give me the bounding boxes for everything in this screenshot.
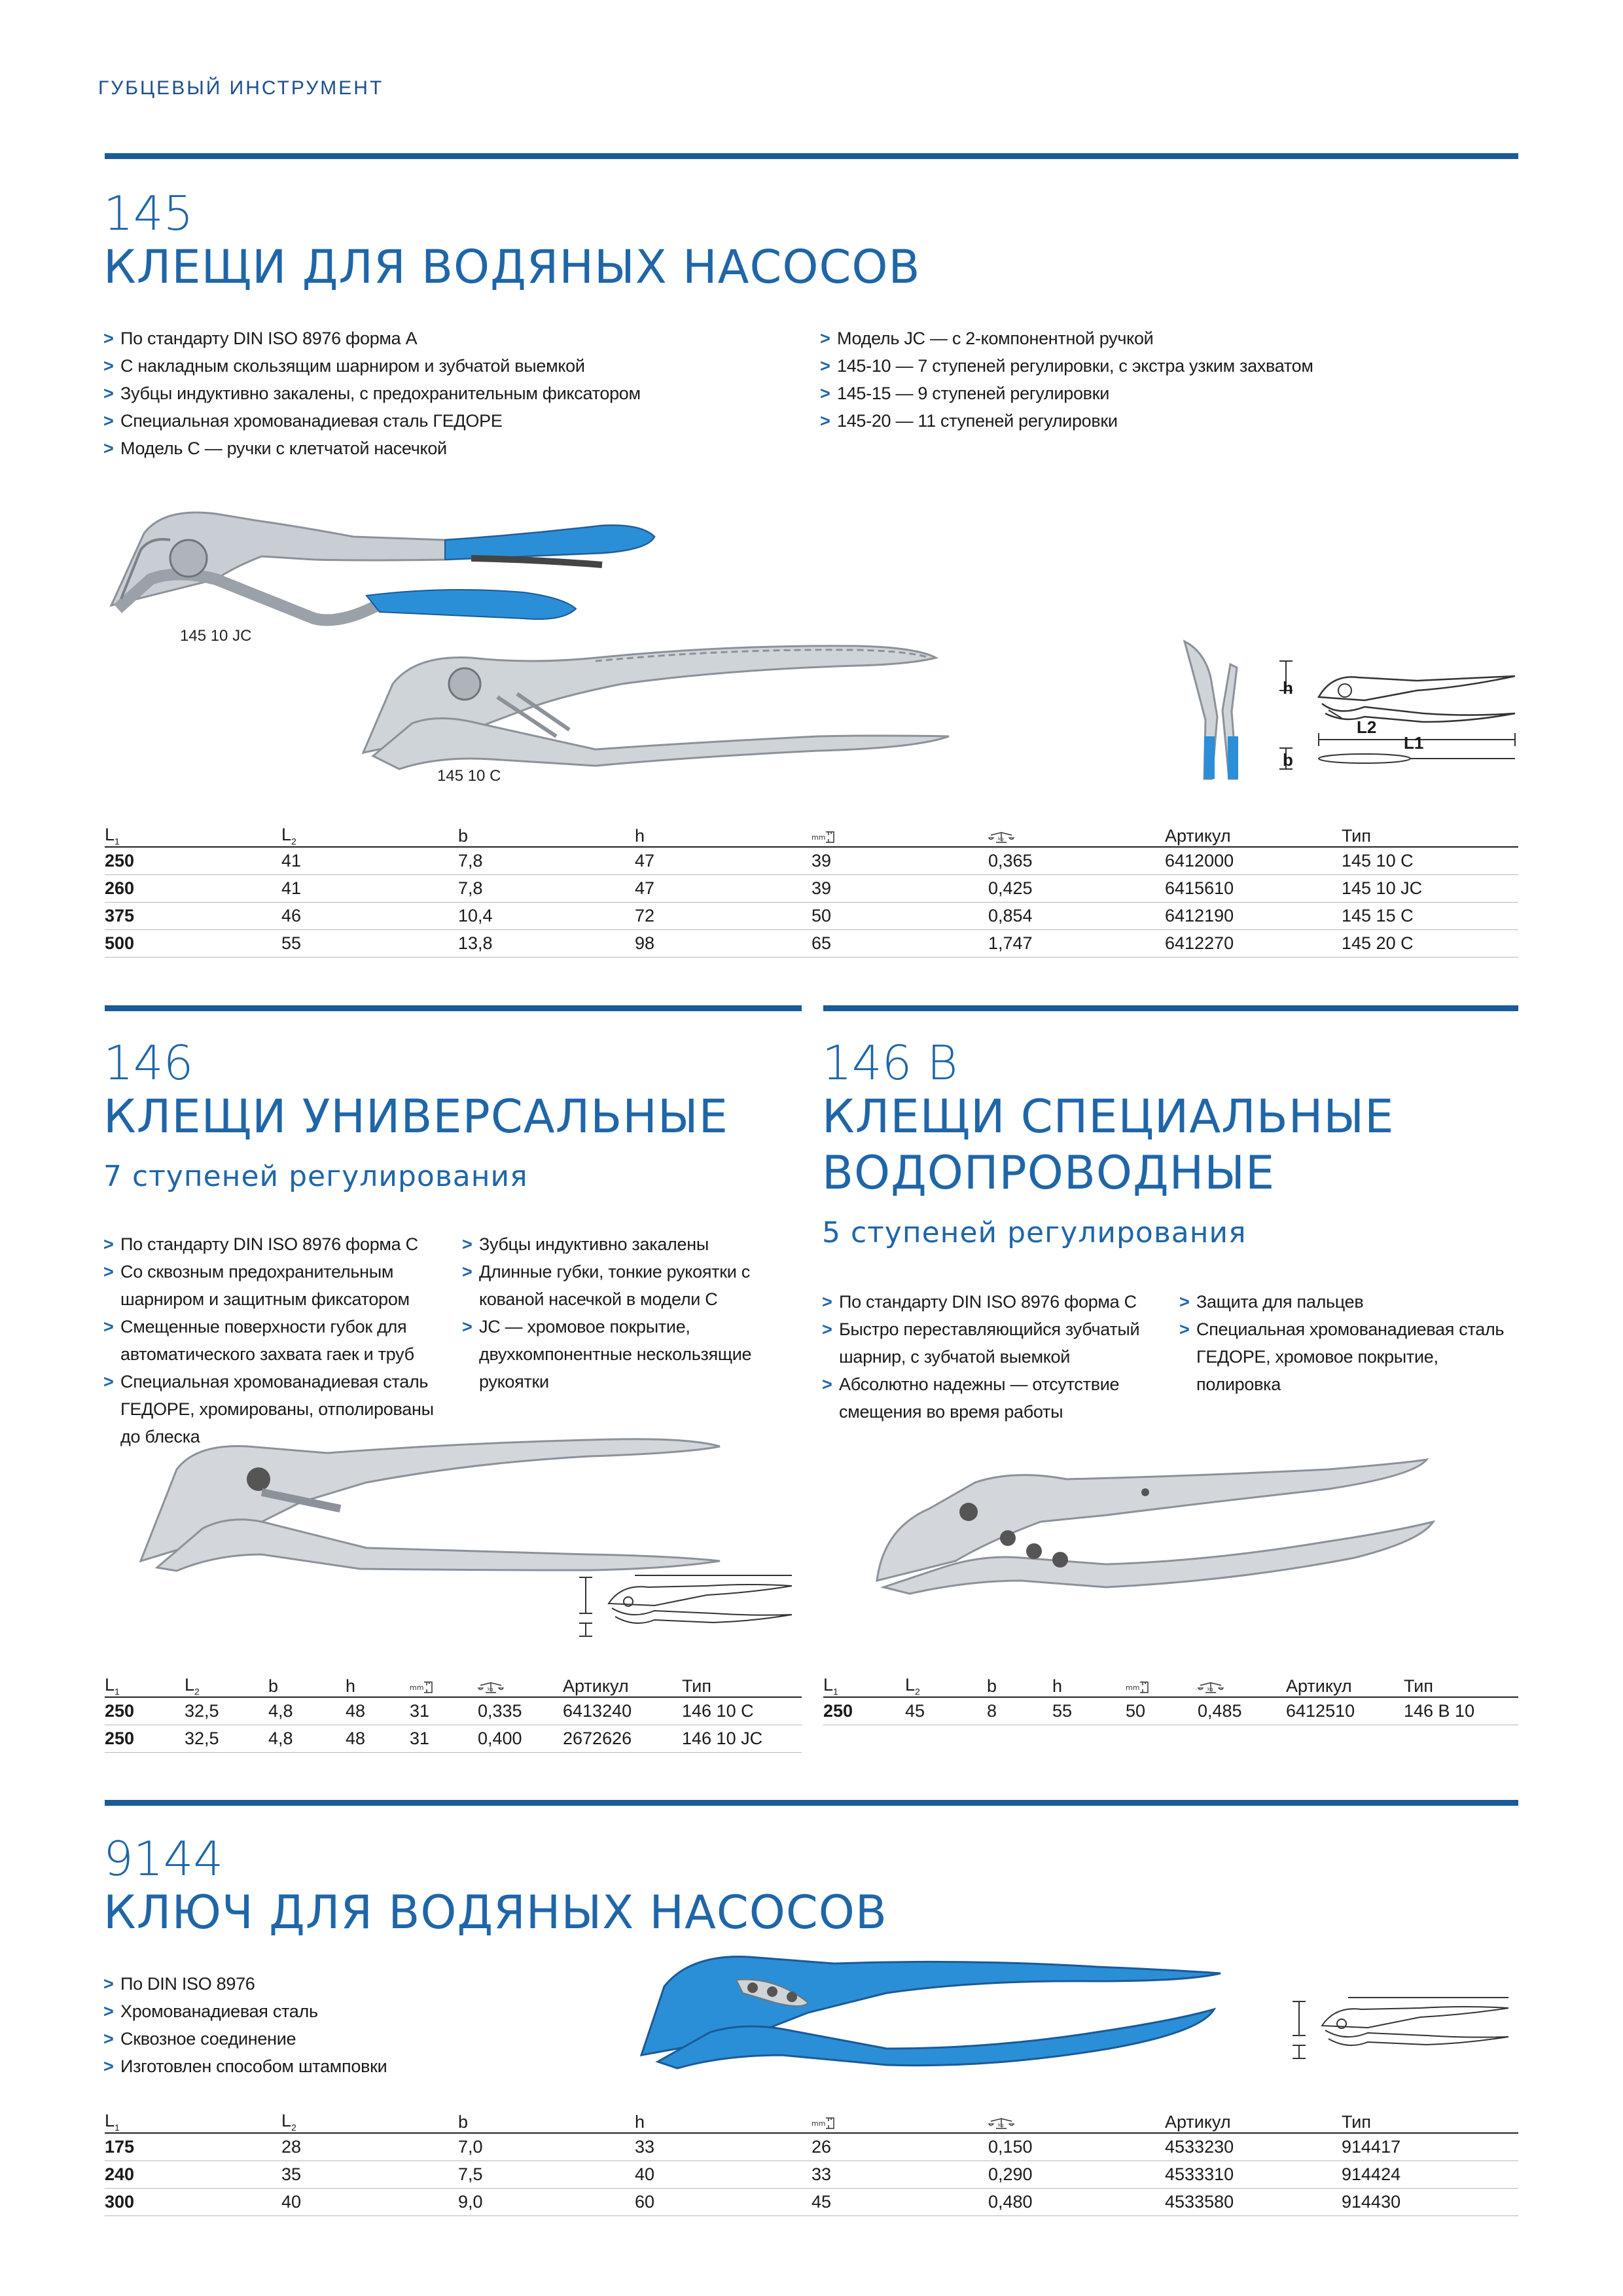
- feature-item: > Зубцы индуктивно закалены: [462, 1230, 802, 1258]
- table-cell: 145 10 JC: [1342, 875, 1518, 903]
- col-l1: $L_1$: [105, 1670, 185, 1697]
- col-b: b: [458, 820, 635, 847]
- col-b: b: [458, 2106, 635, 2133]
- table-cell: 31: [410, 1725, 478, 1753]
- col-article: Артикул: [563, 1670, 682, 1697]
- feature-item: > По стандарту DIN ISO 8976 форма A: [103, 325, 797, 352]
- table-row: [105, 2189, 1518, 2216]
- table-cell: 0,335: [478, 1697, 563, 1725]
- table-row: [105, 1697, 802, 1725]
- section-number: 146: [103, 1035, 194, 1090]
- spec-table: [823, 1670, 1518, 1725]
- spec-table: [105, 2106, 1518, 2216]
- weight-scale-icon: [988, 830, 1014, 844]
- feature-item: > Со сквозным предохранительным шарниром и защитным фиксатором: [103, 1258, 444, 1313]
- feature-item: > JC — хромовое покрытие, двухкомпонентные нескользящие рукоятки: [462, 1313, 802, 1395]
- table-cell: 55: [281, 930, 458, 958]
- jaw-opening-icon: [812, 2116, 838, 2130]
- section-number: 9144: [103, 1831, 224, 1886]
- table-cell: 98: [635, 930, 812, 958]
- table-cell: 4533580: [1165, 2189, 1342, 2216]
- pliers-145-10-c-image: [360, 638, 949, 776]
- col-type: Тип: [1342, 2106, 1518, 2133]
- table-cell: 47: [635, 875, 812, 903]
- product-label: 145 10 JC: [180, 627, 252, 645]
- dimension-diagram: [1266, 651, 1522, 782]
- table-cell: 45: [905, 1697, 987, 1725]
- col-b: b: [268, 1670, 346, 1697]
- col-l2: $L_2$: [905, 1670, 987, 1697]
- feature-item: > 145-10 — 7 ступеней регулировки, с экстра узким захватом: [820, 352, 1514, 380]
- feature-item: > По стандарту DIN ISO 8976 форма C: [103, 1230, 444, 1258]
- weight-scale-icon: [1198, 1680, 1224, 1695]
- table-header-row: [105, 820, 1518, 847]
- table-cell: 6412510: [1286, 1697, 1404, 1725]
- feature-list: [103, 1970, 562, 2080]
- table-cell: 0,290: [988, 2161, 1165, 2189]
- table-cell: 32,5: [185, 1725, 268, 1753]
- feature-item: > Изготовлен способом штамповки: [103, 2053, 562, 2080]
- col-b: b: [987, 1670, 1052, 1697]
- feature-list: [820, 325, 1514, 435]
- table-cell: 0,425: [988, 875, 1165, 903]
- table-cell: 6413240: [563, 1697, 682, 1725]
- section-number: 146 B: [822, 1035, 958, 1090]
- table-cell: 39: [812, 847, 988, 875]
- feature-list: [822, 1288, 1162, 1426]
- feature-list: [1179, 1288, 1520, 1398]
- table-cell: 4533310: [1165, 2161, 1342, 2189]
- table-cell: 28: [281, 2133, 458, 2161]
- feature-list: [462, 1230, 802, 1395]
- col-type: Тип: [1404, 1670, 1518, 1697]
- col-weight: [988, 820, 1165, 847]
- table-cell: 72: [635, 903, 812, 930]
- feature-item: > Смещенные поверхности губок для автоматического захвата гаек и труб: [103, 1313, 444, 1368]
- wrench-9144-image: [638, 1941, 1227, 2072]
- table-cell: 33: [812, 2161, 988, 2189]
- weight-scale-icon: [988, 2116, 1014, 2130]
- col-l2: $L_2$: [185, 1670, 268, 1697]
- section-title-line1: КЛЕЩИ СПЕЦИАЛЬНЫЕ: [822, 1090, 1395, 1143]
- feature-item: > Модель JC — с 2-компонентной ручкой: [820, 325, 1514, 352]
- table-cell: 250: [105, 1697, 185, 1725]
- feature-item: > По стандарту DIN ISO 8976 форма C: [822, 1288, 1162, 1316]
- table-cell: 0,365: [988, 847, 1165, 875]
- table-cell: 250: [105, 847, 281, 875]
- feature-item: > Специальная хромованадиевая сталь ГЕДОРЕ, хромовое покрытие, полировка: [1179, 1316, 1520, 1398]
- table-cell: 146 10 C: [682, 1697, 802, 1725]
- dimension-label-h: h: [1283, 678, 1293, 698]
- section-title: КЛЮЧ ДЛЯ ВОДЯНЫХ НАСОСОВ: [103, 1886, 887, 1939]
- table-cell: 50: [1126, 1697, 1198, 1725]
- table-cell: 13,8: [458, 930, 635, 958]
- table-cell: 4533230: [1165, 2133, 1342, 2161]
- section-title: КЛЕЩИ ДЛЯ ВОДЯНЫХ НАСОСОВ: [103, 240, 921, 294]
- table-cell: 375: [105, 903, 281, 930]
- table-cell: 175: [105, 2133, 281, 2161]
- table-cell: 145 10 C: [1342, 847, 1518, 875]
- section-subtitle: 7 ступеней регулирования: [103, 1160, 528, 1193]
- table-cell: 0,480: [988, 2189, 1165, 2216]
- feature-item: > Зубцы индуктивно закалены, с предохранительным фиксатором: [103, 380, 797, 407]
- col-article: Артикул: [1165, 820, 1342, 847]
- col-article: Артикул: [1286, 1670, 1404, 1697]
- feature-item: > Защита для пальцев: [1179, 1288, 1520, 1316]
- col-type: Тип: [1342, 820, 1518, 847]
- table-cell: 40: [281, 2189, 458, 2216]
- table-cell: 7,0: [458, 2133, 635, 2161]
- feature-item: > Абсолютно надежны — отсутствие смещения во время работы: [822, 1371, 1162, 1426]
- col-l2: $L_2$: [281, 2106, 458, 2133]
- table-row: [105, 847, 1518, 875]
- col-l2: $L_2$: [281, 820, 458, 847]
- feature-item: > Хромованадиевая сталь: [103, 1998, 562, 2025]
- table-cell: 914430: [1342, 2189, 1518, 2216]
- col-jaw-opening: [410, 1670, 478, 1697]
- table-cell: 8: [987, 1697, 1052, 1725]
- spec-table: [105, 1670, 802, 1753]
- table-cell: 41: [281, 875, 458, 903]
- table-cell: 145 15 C: [1342, 903, 1518, 930]
- table-cell: 4,8: [268, 1697, 346, 1725]
- pliers-146-b-image: [870, 1450, 1433, 1600]
- table-row: [105, 875, 1518, 903]
- table-cell: 47: [635, 847, 812, 875]
- table-header-row: [105, 1670, 802, 1697]
- feature-item: > Сквозное соединение: [103, 2025, 562, 2053]
- col-weight: [1198, 1670, 1286, 1697]
- table-cell: 65: [812, 930, 988, 958]
- feature-list: [103, 325, 797, 462]
- spec-table: [105, 820, 1518, 958]
- dimension-label-l2: L2: [1357, 717, 1377, 737]
- col-weight: [478, 1670, 563, 1697]
- jaw-opening-icon: [410, 1680, 436, 1695]
- col-article: Артикул: [1165, 2106, 1342, 2133]
- table-cell: 240: [105, 2161, 281, 2189]
- table-cell: 32,5: [185, 1697, 268, 1725]
- dimension-diagram: [1289, 1990, 1515, 2065]
- table-cell: 1,747: [988, 930, 1165, 958]
- section-rule: [823, 1005, 1518, 1011]
- table-cell: 6412000: [1165, 847, 1342, 875]
- table-cell: 7,8: [458, 875, 635, 903]
- table-row: [105, 930, 1518, 958]
- table-header-row: [105, 2106, 1518, 2133]
- col-jaw-opening: [1126, 1670, 1198, 1697]
- jaw-opening-icon: [1126, 1680, 1152, 1695]
- feature-item: > Специальная хромованадиевая сталь ГЕДОРЕ, хромированы, отполированы до блеска: [103, 1368, 444, 1450]
- feature-item: > Быстро переставляющийся зубчатый шарнир, с зубчатой выемкой: [822, 1316, 1162, 1371]
- section-subtitle: 5 ступеней регулирования: [822, 1216, 1247, 1249]
- section-title: КЛЕЩИ УНИВЕРСАЛЬНЫЕ: [103, 1090, 728, 1143]
- feature-list: [103, 1230, 444, 1450]
- table-cell: 6412270: [1165, 930, 1342, 958]
- table-cell: 260: [105, 875, 281, 903]
- product-label: 145 10 C: [437, 767, 501, 785]
- dimension-label-b: b: [1283, 750, 1293, 770]
- table-cell: 33: [635, 2133, 812, 2161]
- table-cell: 145 20 C: [1342, 930, 1518, 958]
- table-cell: 41: [281, 847, 458, 875]
- section-rule: [105, 153, 1518, 159]
- table-row: [105, 2161, 1518, 2189]
- col-h: h: [1052, 1670, 1126, 1697]
- table-cell: 0,400: [478, 1725, 563, 1753]
- feature-item: > 145-15 — 9 ступеней регулировки: [820, 380, 1514, 407]
- page-category-header: ГУБЦЕВЫЙ ИНСТРУМЕНТ: [98, 77, 384, 99]
- col-h: h: [635, 2106, 812, 2133]
- table-cell: 500: [105, 930, 281, 958]
- table-cell: 48: [346, 1725, 410, 1753]
- table-cell: 914417: [1342, 2133, 1518, 2161]
- table-cell: 60: [635, 2189, 812, 2216]
- section-title-line2: ВОДОПРОВОДНЫЕ: [822, 1146, 1275, 1200]
- feature-item: > Специальная хромованадиевая сталь ГЕДОРЕ: [103, 407, 797, 435]
- table-cell: 0,854: [988, 903, 1165, 930]
- table-row: [823, 1697, 1518, 1725]
- table-cell: 146 B 10: [1404, 1697, 1518, 1725]
- col-l1: $L_1$: [105, 820, 281, 847]
- dimension-diagram: [576, 1568, 798, 1643]
- table-cell: 300: [105, 2189, 281, 2216]
- table-cell: 55: [1052, 1697, 1126, 1725]
- pliers-145-10-jc-image: [105, 488, 681, 638]
- table-cell: 146 10 JC: [682, 1725, 802, 1753]
- table-row: [105, 2133, 1518, 2161]
- table-cell: 35: [281, 2161, 458, 2189]
- table-cell: 48: [346, 1697, 410, 1725]
- table-cell: 250: [105, 1725, 185, 1753]
- table-cell: 7,5: [458, 2161, 635, 2189]
- col-h: h: [635, 820, 812, 847]
- dimension-label-l1: L1: [1404, 733, 1424, 753]
- table-cell: 2672626: [563, 1725, 682, 1753]
- col-jaw-opening: [812, 820, 988, 847]
- feature-item: > Длинные губки, тонкие рукоятки с кованой насечкой в модели C: [462, 1258, 802, 1313]
- jaw-opening-icon: [812, 830, 838, 844]
- section-number: 145: [103, 186, 194, 241]
- section-rule: [105, 1005, 802, 1011]
- weight-scale-icon: [478, 1680, 504, 1695]
- table-cell: 26: [812, 2133, 988, 2161]
- col-jaw-opening: [812, 2106, 988, 2133]
- table-row: [105, 903, 1518, 930]
- table-cell: 45: [812, 2189, 988, 2216]
- table-header-row: [823, 1670, 1518, 1697]
- table-cell: 4,8: [268, 1725, 346, 1753]
- col-h: h: [346, 1670, 410, 1697]
- feature-item: > С накладным скользящим шарниром и зубчатой выемкой: [103, 352, 797, 380]
- table-cell: 0,150: [988, 2133, 1165, 2161]
- feature-item: > По DIN ISO 8976: [103, 1970, 562, 1998]
- table-cell: 0,485: [1198, 1697, 1286, 1725]
- section-rule: [105, 1800, 1518, 1806]
- pliers-side-view-image: [1171, 638, 1243, 789]
- table-cell: 6412190: [1165, 903, 1342, 930]
- table-cell: 40: [635, 2161, 812, 2189]
- feature-item: > Модель C — ручки с клетчатой насечкой: [103, 435, 797, 462]
- feature-item: > 145-20 — 11 ступеней регулировки: [820, 407, 1514, 435]
- col-type: Тип: [682, 1670, 802, 1697]
- table-cell: 9,0: [458, 2189, 635, 2216]
- pliers-146-image: [131, 1430, 733, 1581]
- table-cell: 914424: [1342, 2161, 1518, 2189]
- table-cell: 31: [410, 1697, 478, 1725]
- table-cell: 250: [823, 1697, 905, 1725]
- col-l1: $L_1$: [105, 2106, 281, 2133]
- table-cell: 39: [812, 875, 988, 903]
- table-cell: 7,8: [458, 847, 635, 875]
- table-row: [105, 1725, 802, 1753]
- col-weight: [988, 2106, 1165, 2133]
- table-cell: 46: [281, 903, 458, 930]
- col-l1: $L_1$: [823, 1670, 905, 1697]
- table-cell: 10,4: [458, 903, 635, 930]
- table-cell: 6415610: [1165, 875, 1342, 903]
- table-cell: 50: [812, 903, 988, 930]
